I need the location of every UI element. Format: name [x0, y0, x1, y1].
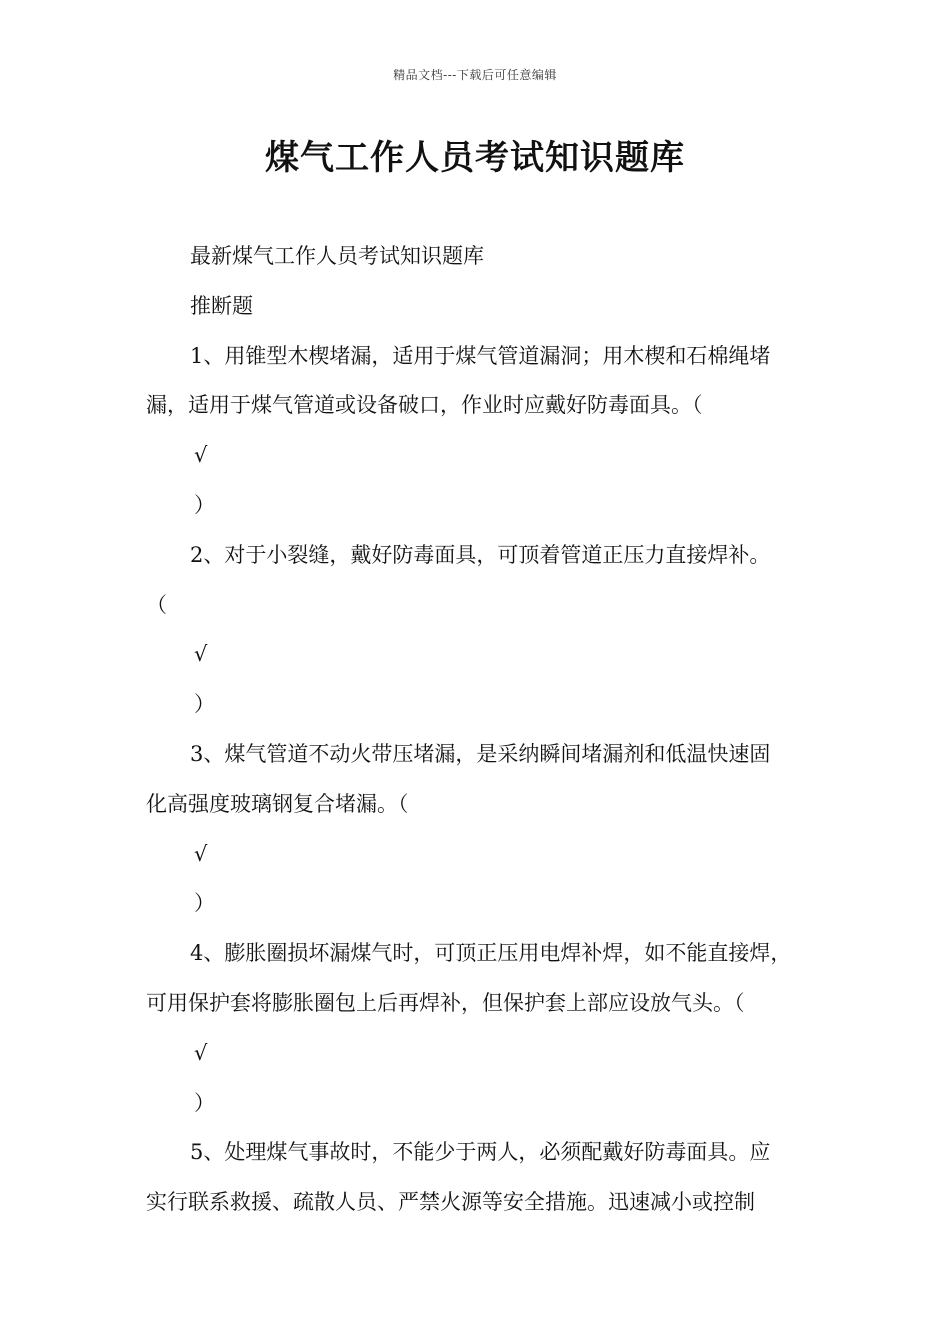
question-3-answer: √: [194, 841, 208, 866]
document-title: 煤气工作人员考试知识题库: [265, 138, 685, 178]
question-1-answer: √: [194, 443, 208, 468]
question-2-line-1: 2、对于小裂缝，戴好防毒面具，可顶着管道正压力直接焊补。: [190, 542, 771, 567]
question-3-line-2: 化高强度玻璃钢复合堵漏。（: [146, 791, 409, 816]
question-3-close: ）: [194, 891, 215, 916]
document-body: [146, 232, 826, 1228]
question-3-line-1: 3、煤气管道不动火带压堵漏，是采纳瞬间堵漏剂和低温快速固: [190, 741, 771, 766]
question-5-line-2: 实行联系救援、疏散人员、严禁火源等安全措施。迅速减小或控制: [146, 1190, 755, 1215]
question-4-line-1: 4、膨胀圈损坏漏煤气时，可顶正压用电焊补焊，如不能直接焊，: [190, 941, 792, 966]
question-4-close: ）: [194, 1090, 215, 1115]
question-2-answer: √: [194, 642, 208, 667]
header-note: 精品文档---下载后可任意编辑: [393, 68, 557, 82]
question-2-line-2: （: [146, 592, 167, 617]
document-subtitle: 最新煤气工作人员考试知识题库: [190, 244, 484, 268]
question-1-line-2: 漏，适用于煤气管道或设备破口，作业时应戴好防毒面具。（: [146, 393, 703, 418]
question-4-line-2: 可用保护套将膨胀圈包上后再焊补，但保护套上部应设放气头。（: [146, 990, 745, 1015]
question-1-close: ）: [194, 492, 215, 517]
question-4-answer: √: [194, 1040, 208, 1065]
question-5-line-1: 5、处理煤气事故时，不能少于两人，必须配戴好防毒面具。应: [190, 1140, 771, 1165]
question-1-line-1: 1、用锥型木楔堵漏，适用于煤气管道漏洞；用木楔和石棉绳堵: [190, 343, 771, 368]
question-2-close: ）: [194, 692, 215, 717]
section-heading: 推断题: [190, 293, 253, 318]
